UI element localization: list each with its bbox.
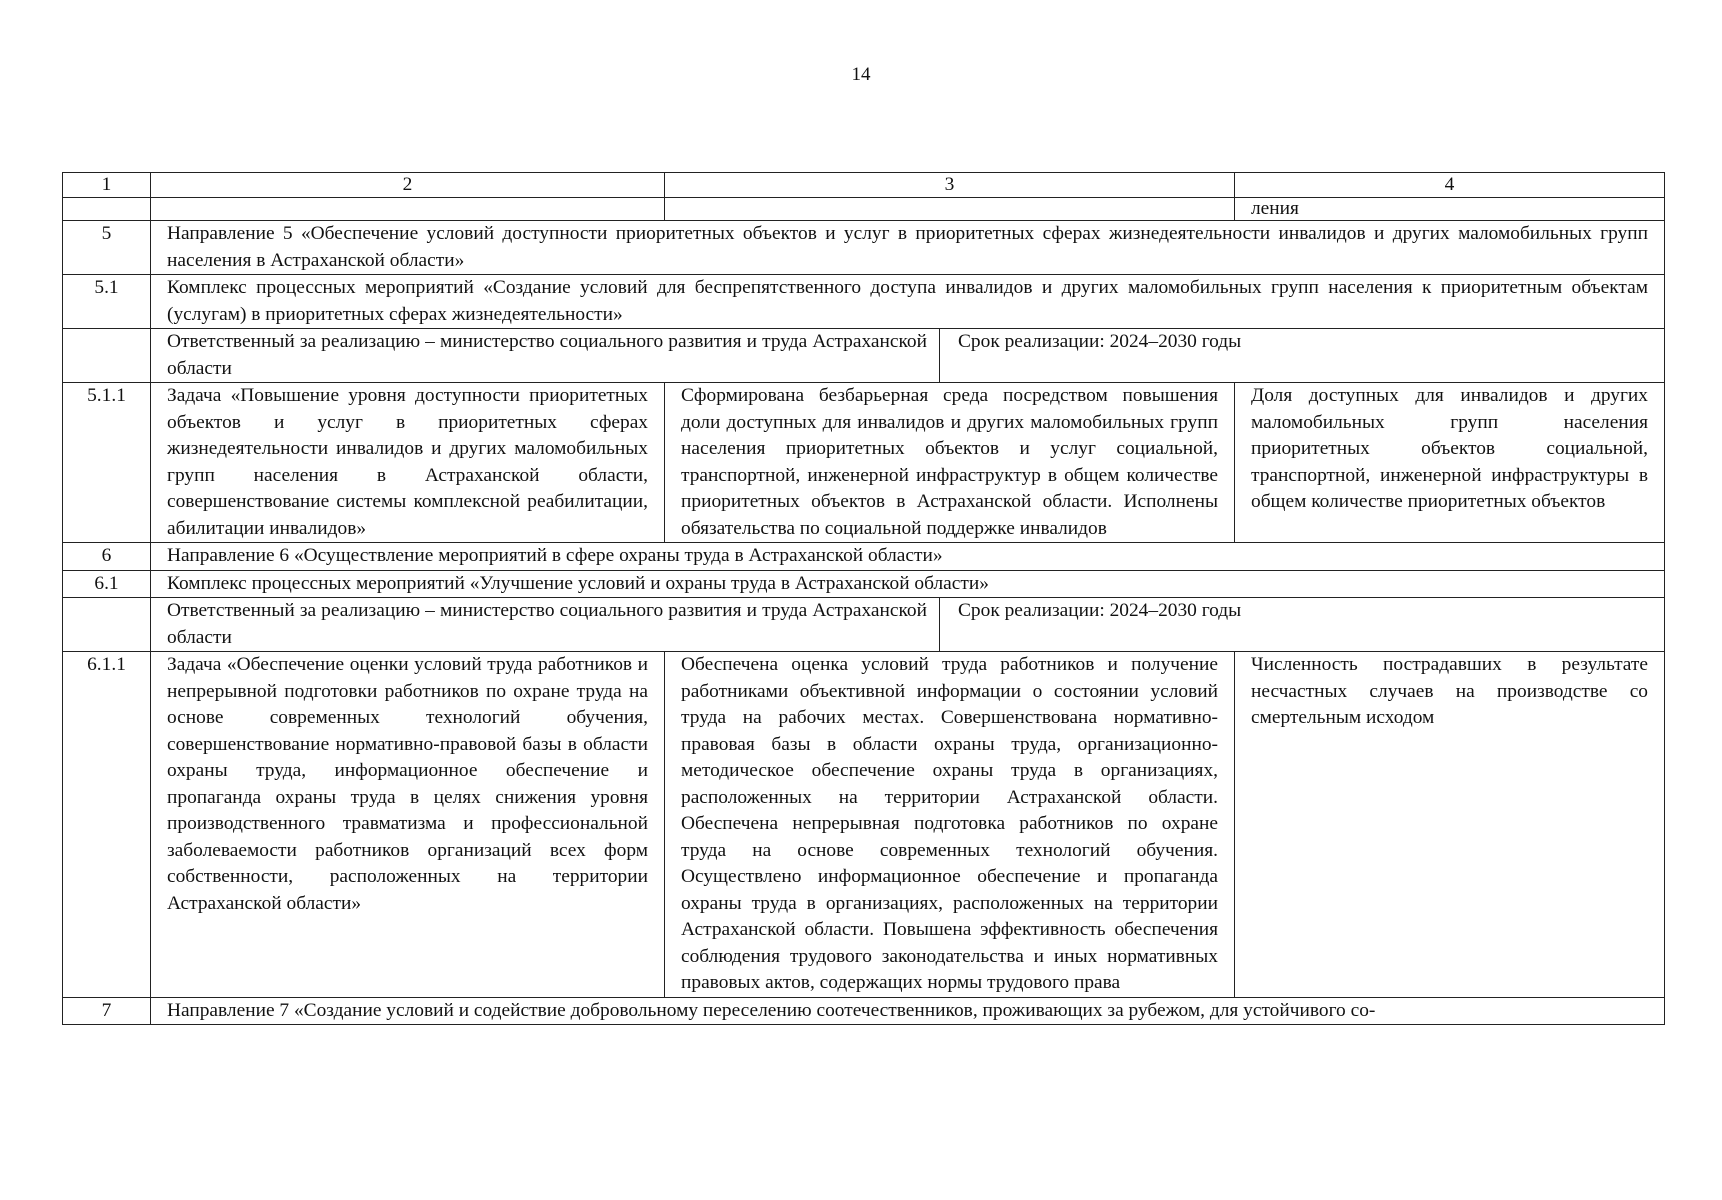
- header-col-2: 2: [151, 173, 665, 198]
- section-row-6-1: [63, 570, 1665, 598]
- indicator-text: Доля доступных для инвалидов и других маломобильных групп населения приоритетных объектов социальной, транспортной, инженерной инфраструктуры в общем количестве приоритетных объектов: [1235, 383, 1665, 543]
- row-number-6: 6: [63, 543, 151, 571]
- continuation-col-4: ления: [1235, 198, 1665, 221]
- task-text: Задача «Обеспечение оценки условий труда работников и непрерывной подготовки работников по охране труда на основе современных технологий обучения, совершенствование нормативно-правовой базы в области охраны труда, информационное обеспечение и пропаганда охраны труда в целях снижения уровня производственного травматизма и профессиональной заболеваемости работников организаций всех форм собственности, расположенных на территории Астраханской области»: [151, 652, 665, 998]
- result-text: Обеспечена оценка условий труда работников и получение работниками объективной информации о состоянии условий труда на рабочих местах. Совершенствована нормативно-правовая базы в области охраны труда, организационно-методическое обеспечение охраны труда в организациях, расположенных на территории Астраханской области. Обеспечена непрерывная подготовка работников по охране труда на основе современных технологий обучения. Осуществлено информационное обеспечение и пропаганда охраны труда в организациях, расположенных на территории Астраханской области. Повышена эффективность обеспечения соблюдения трудового законодательства и иных нормативных правовых актов, содержащих нормы трудового права: [665, 652, 1235, 998]
- task-row-6-1-1: [63, 652, 1665, 998]
- page-number: 14: [851, 64, 871, 85]
- continuation-col-2: [151, 198, 665, 221]
- continuation-col-1: [63, 198, 151, 221]
- header-col-3: 3: [665, 173, 1235, 198]
- responsible-row-6-1: [63, 598, 1665, 652]
- section-row-6: [63, 543, 1665, 571]
- row-number-5: 5: [63, 221, 151, 275]
- row-number-5-1: 5.1: [63, 275, 151, 329]
- direction-6-title: Направление 6 «Осуществление мероприятий в сфере охраны труда в Астраханской области»: [151, 543, 1665, 571]
- header-col-1: 1: [63, 173, 151, 198]
- direction-5-title: Направление 5 «Обеспечение условий доступности приоритетных объектов и услуг в приоритетных сферах жизнедеятельности инвалидов и других маломобильных групп населения в Астраханской области»: [151, 221, 1665, 275]
- term-text: Срок реализации: 2024–2030 годы: [958, 600, 1242, 621]
- responsible-text: Ответственный за реализацию – министерство социального развития и труда Астраханской области: [167, 598, 940, 651]
- task-text: Задача «Повышение уровня доступности приоритетных объектов и услуг в приоритетных сферах жизнедеятельности инвалидов и других маломобильных групп населения в Астраханской области, совершенствование системы комплексной реабилитации, абилитации инвалидов»: [151, 383, 665, 543]
- responsible-cell: [151, 598, 1665, 652]
- responsible-layout: [167, 598, 1648, 651]
- header-col-4: 4: [1235, 173, 1665, 198]
- program-table: [62, 172, 1665, 1025]
- direction-7-title: Направление 7 «Создание условий и содействие добровольному переселению соотечественников, проживающих за рубежом, для устойчивого со-: [151, 997, 1665, 1025]
- continuation-row: [63, 198, 1665, 221]
- continuation-col-3: [665, 198, 1235, 221]
- row-number-7: 7: [63, 997, 151, 1025]
- responsible-layout: [167, 329, 1648, 382]
- responsible-row-5-1: [63, 329, 1665, 383]
- row-number-empty: [63, 329, 151, 383]
- row-number-empty: [63, 598, 151, 652]
- header-row: [63, 173, 1665, 198]
- responsible-text: Ответственный за реализацию – министерство социального развития и труда Астраханской области: [167, 329, 940, 382]
- task-row-5-1-1: [63, 383, 1665, 543]
- complex-5-1-title: Комплекс процессных мероприятий «Создание условий для беспрепятственного доступа инвалидов и других маломобильных групп населения к приоритетным объектам (услугам) в приоритетных сферах жизнедеятельности»: [151, 275, 1665, 329]
- indicator-text: Численность пострадавших в результате несчастных случаев на производстве со смертельным исходом: [1235, 652, 1665, 998]
- result-text: Сформирована безбарьерная среда посредством повышения доли доступных для инвалидов и других маломобильных групп населения приоритетных объектов и услуг социальной, транспортной, инженерной инфраструктур в общем количестве приоритетных объектов в Астраханской области. Исполнены обязательства по социальной поддержке инвалидов: [665, 383, 1235, 543]
- row-number-6-1-1: 6.1.1: [63, 652, 151, 998]
- row-number-6-1: 6.1: [63, 570, 151, 598]
- responsible-cell: [151, 329, 1665, 383]
- row-number-5-1-1: 5.1.1: [63, 383, 151, 543]
- term-text: Срок реализации: 2024–2030 годы: [958, 331, 1242, 352]
- section-row-5: [63, 221, 1665, 275]
- section-row-7: [63, 997, 1665, 1025]
- complex-6-1-title: Комплекс процессных мероприятий «Улучшение условий и охраны труда в Астраханской области»: [151, 570, 1665, 598]
- section-row-5-1: [63, 275, 1665, 329]
